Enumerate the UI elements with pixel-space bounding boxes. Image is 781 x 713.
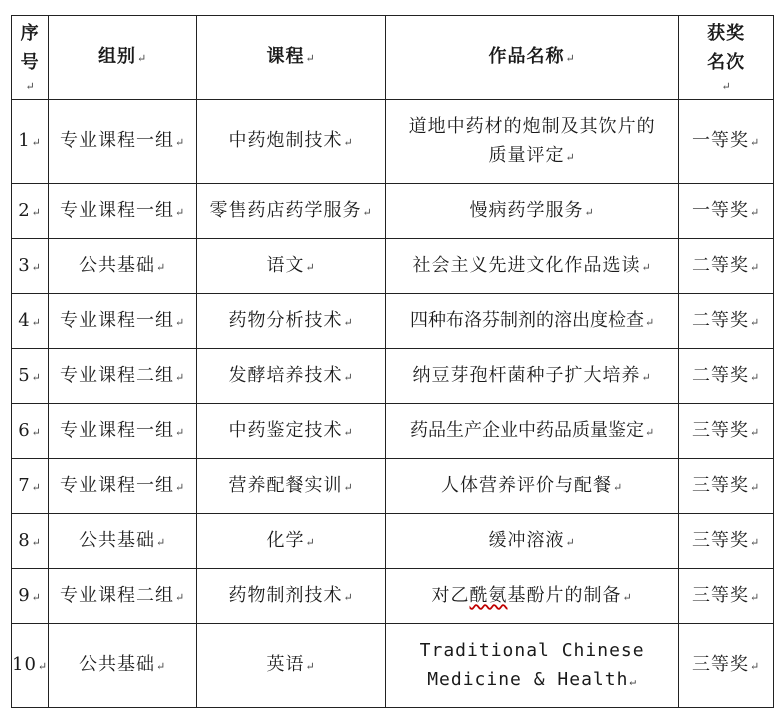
cell-group: 公共基础↵ bbox=[49, 239, 197, 294]
cell-group: 专业课程一组↵ bbox=[49, 404, 197, 459]
cell-work: 四种布洛芬制剂的溶出度检查↵ bbox=[386, 294, 679, 349]
cell-group: 专业课程二组↵ bbox=[49, 569, 197, 624]
header-award bbox=[679, 16, 774, 100]
header-course bbox=[197, 16, 386, 100]
cell-group: 专业课程一组↵ bbox=[49, 184, 197, 239]
cell-award: 三等奖↵ bbox=[679, 569, 774, 624]
cell-award: 三等奖↵ bbox=[679, 459, 774, 514]
cell-award: 二等奖↵ bbox=[679, 349, 774, 404]
paragraph-mark: ↵ bbox=[25, 79, 36, 93]
header-group bbox=[49, 16, 197, 100]
table-row bbox=[12, 569, 774, 624]
cell-group: 专业课程二组↵ bbox=[49, 349, 197, 404]
cell-course: 化学↵ bbox=[197, 514, 386, 569]
cell-group: 公共基础↵ bbox=[49, 514, 197, 569]
cell-group: 公共基础↵ bbox=[49, 624, 197, 708]
cell-course: 语文↵ bbox=[197, 239, 386, 294]
cell-work: 人体营养评价与配餐↵ bbox=[386, 459, 679, 514]
table-row bbox=[12, 184, 774, 239]
header-course-label: 课程 bbox=[266, 46, 305, 68]
paragraph-mark: ↵ bbox=[305, 52, 316, 66]
awards-table bbox=[11, 15, 774, 708]
cell-award: 一等奖↵ bbox=[679, 184, 774, 239]
cell-seq: 6↵ bbox=[12, 404, 49, 459]
cell-seq: 2↵ bbox=[12, 184, 49, 239]
cell-seq: 10↵ bbox=[12, 624, 49, 708]
cell-group: 专业课程一组↵ bbox=[49, 294, 197, 349]
paragraph-mark: ↵ bbox=[721, 79, 732, 93]
cell-course: 药物分析技术↵ bbox=[197, 294, 386, 349]
paragraph-mark: ↵ bbox=[565, 52, 576, 66]
header-award-line2: 名次 bbox=[707, 51, 746, 73]
cell-award: 二等奖↵ bbox=[679, 239, 774, 294]
cell-course: 中药鉴定技术↵ bbox=[197, 404, 386, 459]
cell-course: 营养配餐实训↵ bbox=[197, 459, 386, 514]
cell-award: 三等奖↵ bbox=[679, 624, 774, 708]
cell-seq: 1↵ bbox=[12, 100, 49, 184]
spellcheck-underline: 酰氨 bbox=[469, 584, 508, 606]
table-row bbox=[12, 404, 774, 459]
cell-award: 一等奖↵ bbox=[679, 100, 774, 184]
table-row bbox=[12, 294, 774, 349]
header-award-line1: 获奖 bbox=[707, 22, 746, 44]
cell-seq: 5↵ bbox=[12, 349, 49, 404]
header-seq bbox=[12, 16, 49, 100]
cell-seq: 4↵ bbox=[12, 294, 49, 349]
cell-course: 零售药店药学服务↵ bbox=[197, 184, 386, 239]
cell-award: 三等奖↵ bbox=[679, 404, 774, 459]
cell-award: 二等奖↵ bbox=[679, 294, 774, 349]
cell-course: 药物制剂技术↵ bbox=[197, 569, 386, 624]
header-work bbox=[386, 16, 679, 100]
table-row bbox=[12, 514, 774, 569]
cell-seq: 7↵ bbox=[12, 459, 49, 514]
cell-seq: 9↵ bbox=[12, 569, 49, 624]
header-group-label: 组别 bbox=[98, 46, 137, 68]
cell-group: 专业课程一组↵ bbox=[49, 459, 197, 514]
cell-award: 三等奖↵ bbox=[679, 514, 774, 569]
header-seq-line2: 号 bbox=[20, 51, 40, 73]
header-seq-line1: 序 bbox=[20, 22, 40, 44]
cell-seq: 8↵ bbox=[12, 514, 49, 569]
cell-work: 社会主义先进文化作品选读↵ bbox=[386, 239, 679, 294]
cell-group: 专业课程一组↵ bbox=[49, 100, 197, 184]
cell-work: 慢病药学服务↵ bbox=[386, 184, 679, 239]
table-row bbox=[12, 239, 774, 294]
paragraph-mark: ↵ bbox=[137, 52, 148, 66]
table-row bbox=[12, 349, 774, 404]
cell-work: 对乙酰氨基酚片的制备↵ bbox=[386, 569, 679, 624]
cell-work: 药品生产企业中药品质量鉴定↵ bbox=[386, 404, 679, 459]
cell-seq: 3↵ bbox=[12, 239, 49, 294]
cell-work: 纳豆芽孢杆菌种子扩大培养↵ bbox=[386, 349, 679, 404]
cell-work: 缓冲溶液↵ bbox=[386, 514, 679, 569]
table-row bbox=[12, 100, 774, 184]
cell-work: 道地中药材的炮制及其饮片的 质量评定↵ bbox=[386, 100, 679, 184]
table-row bbox=[12, 459, 774, 514]
cell-work: Traditional Chinese Medicine & Health↵ bbox=[386, 624, 679, 708]
header-row bbox=[12, 16, 774, 100]
cell-course: 发酵培养技术↵ bbox=[197, 349, 386, 404]
cell-course: 英语↵ bbox=[197, 624, 386, 708]
header-work-label: 作品名称 bbox=[488, 46, 565, 68]
table-row bbox=[12, 624, 774, 708]
cell-course: 中药炮制技术↵ bbox=[197, 100, 386, 184]
